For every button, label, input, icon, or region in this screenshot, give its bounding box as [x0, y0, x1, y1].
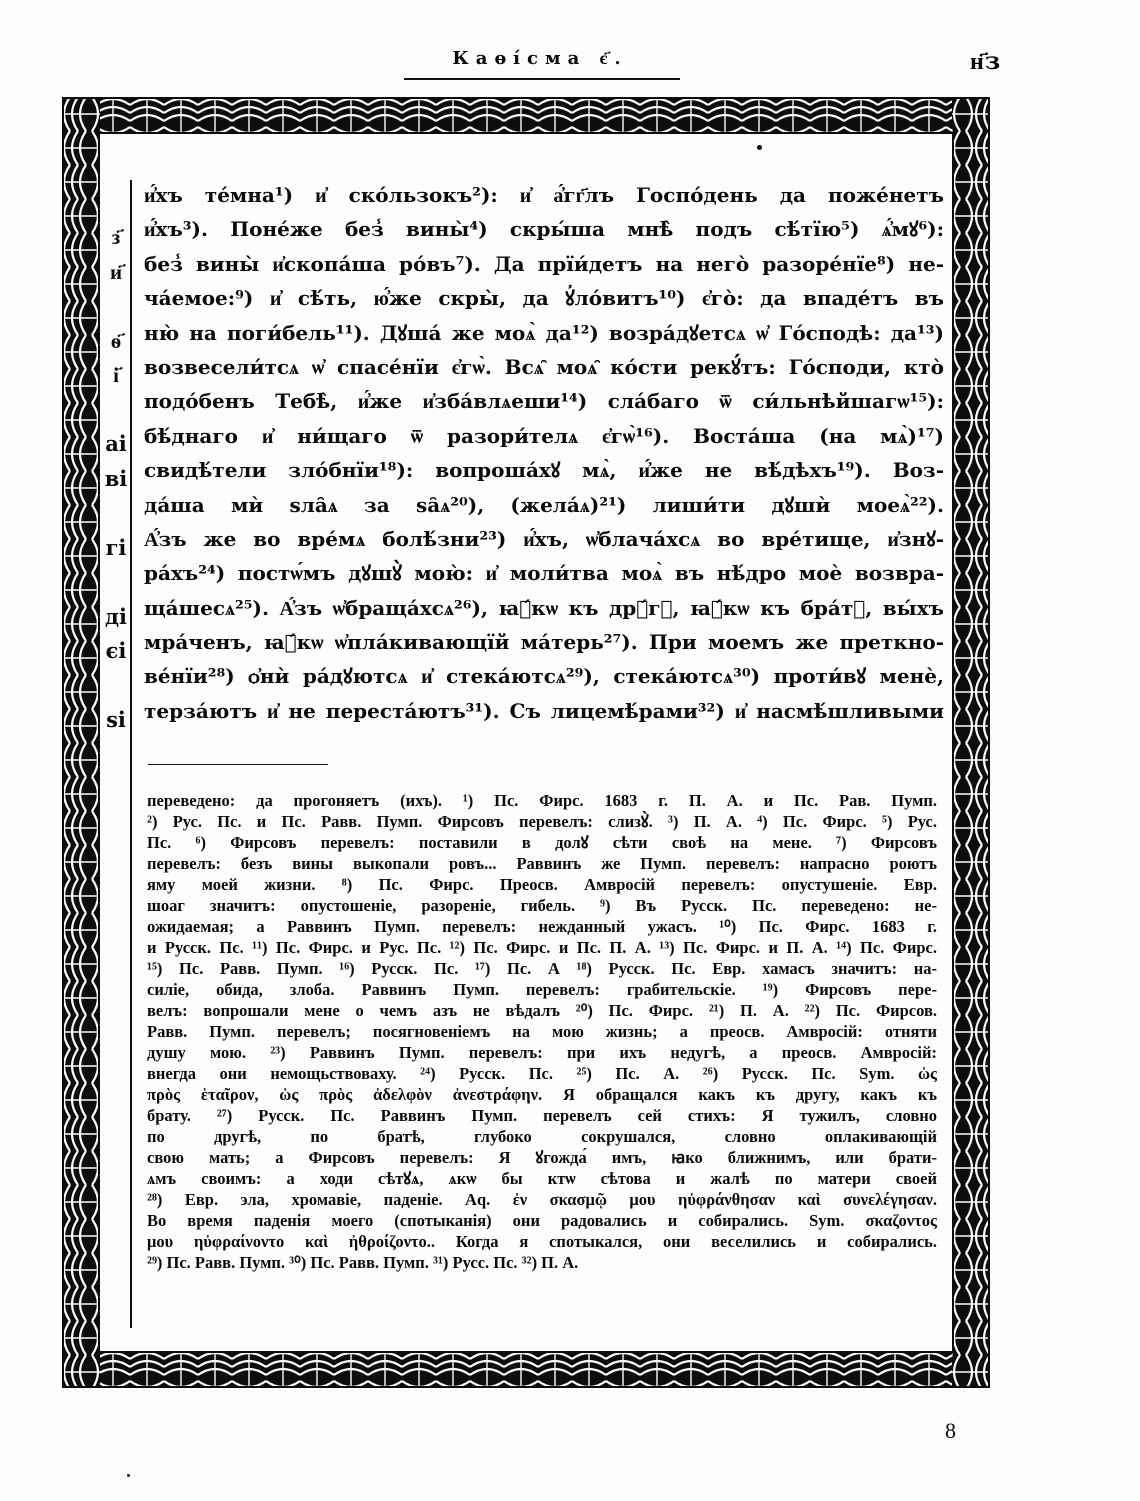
- footnote-line: брату. ²⁷) Русск. Пс. Раввинъ Пумп. перевелъ сей стихъ: Я тужилъ, словно: [147, 1106, 937, 1125]
- verse-number: ді: [105, 604, 127, 629]
- verse-number: гі: [105, 535, 127, 560]
- footnote-line: велъ: вопрошали мене о чемъ азъ не вѣдалъ ²⁰) Пс. Фирс. ²¹) П. А. ²²) Пс. Фирсов.: [147, 1001, 937, 1020]
- text-line: ню̀ на поги́бель¹¹). Дꙋша́ же моѧ̀ да¹²) возра́дꙋетсѧ ѡ҆ Го́сподѣ: да¹³): [144, 320, 944, 345]
- text-line: и҆́хъ³). Поне́же без̾ вины̀⁴) скры́ша мнѣ̀ подъ сѣ́тїю⁵) ѧ҆́мꙋ⁶):: [144, 217, 944, 242]
- footnote-line: ²⁹) Пс. Равв. Пумп. ³⁰) Пс. Равв. Пумп. ³¹) Русс. Пс. ³²) П. А.: [147, 1253, 579, 1272]
- footnote-line: ²) Рус. Пс. и Пс. Равв. Пумп. Фирсовъ перевелъ: слизꙋ̀. ³) П. А. ⁴) Пс. Фирс. ⁵) Рус.: [147, 812, 937, 831]
- page-number: 8: [945, 1418, 956, 1443]
- text-line: ча́емое:⁹) и҆ сѣ́ть, ю҆́же скры̀, да ꙋ҆ло́витъ¹⁰) є҆го̀: да впаде́тъ въ: [144, 286, 944, 311]
- psalm-text: [144, 178, 944, 728]
- footnote-line: и Русск. Пс. ¹¹) Пс. Фирс. и Рус. Пс. ¹²) Пс. Фирс. и Пс. П. А. ¹³) Пс. Фирс. и П. А. ¹⁴) Пс. Фирс.: [147, 938, 937, 957]
- text-line: терза́ютъ и҆ не переста́ютъ³¹). Съ лицемѣ́рами³²) и҆ насмѣ́шливыми: [144, 698, 944, 723]
- text-line: без̾ вины̀ и҆скопа́ша ро́въ⁷). Да прїи́детъ на него̀ разоре́нїе⁸) не-: [144, 251, 944, 276]
- verse-number: ѕі: [106, 707, 126, 732]
- text-line: ве́нїи²⁸) ѻ҆нѝ ра́дꙋютсѧ и҆ стека́ютсѧ²⁹), стека́ютсѧ³⁰) проти́вꙋ менѐ,: [144, 664, 944, 689]
- verse-number: з҃: [111, 224, 121, 249]
- footnote-line: ѧмъ своимъ: а ходи сѣтꙋѧ, ѧкѡ бы ктѡ сѣтова и жалѣ по матери своей: [147, 1169, 937, 1188]
- text-line: свидѣ́тели зло́бнїи¹⁸): вопроша́хꙋ мѧ̀, и҆́же не вѣ́дѣхъ¹⁹). Воз-: [144, 458, 944, 483]
- verse-number: ѳ҃: [110, 328, 122, 353]
- verse-number: ві: [104, 466, 128, 491]
- footnote-line: μου ηὐφραίνοντο καὶ ἠθροίζοντο.. Когда я спотыкался, они веселились и собирались.: [147, 1232, 937, 1251]
- footnote-line: силіе, обида, злоба. Раввинъ Пумп. перевелъ: грабительскіе. ¹⁹) Фирсовъ пере-: [147, 980, 937, 999]
- text-line: возвесели́тсѧ ѡ҆ спасе́нїи є҆гѡ̀. Всѧ̑ моѧ̑ ко́сти рекꙋ́тъ: Го́споди, кто̀: [144, 354, 944, 379]
- footnote-line: душу мою. ²³) Раввинъ Пумп. перевелъ: при ихъ недугѣ, а преосв. Амвросій:: [147, 1043, 937, 1062]
- text-line: ра́хъ²⁴) постѡ́мъ дꙋшꙋ̀ мою̀: и҆ моли́тва моѧ̀ въ нѣ́дро моѐ возвра-: [144, 561, 944, 586]
- text-line: подо́бенъ Тебѣ̀, и҆́же и҆зба́влѧеши¹⁴) сла́баго ѿ си́льнѣйшагѡ¹⁵):: [144, 389, 944, 414]
- footnote-line: свою мать; а Фирсовъ перевелъ: Я ꙋгожда́ имъ, ꙗко ближнимъ, или брати-: [147, 1148, 937, 1167]
- folio-number: н҃з: [970, 46, 1002, 75]
- footnote-line: по другѣ, по братѣ, глубоко сокрушался, словно оплакивающій: [147, 1127, 937, 1146]
- text-line: А҆́зъ же во вре́мѧ болѣ́зни²³) и҆́хъ, ѡ҆блача́хсѧ во вре́тище, и҆знꙋ-: [144, 526, 944, 551]
- footnote-line: Во время паденія моего (спотыканія) они радовались и собирались. Sym. σκαζοντος: [147, 1211, 937, 1230]
- footnote-line: ожидаемая; а Раввинъ Пумп. перевелъ: нежданный ужасъ. ¹⁰) Пс. Фирс. 1683 г.: [147, 917, 937, 936]
- text-line: да́ша мѝ ѕла̑ѧ за ѕа̑ѧ²⁰), (жела́ѧ)²¹) лиши́ти дꙋшѝ моеѧ̀²²).: [144, 492, 944, 517]
- footnotes: [147, 790, 937, 1273]
- footnote-line: ²⁸) Евр. эла, хромавіе, паденіе. Aq. ἐν σκασμῷ μου ηὐφράνθησαν καὶ συνελέγησαν.: [147, 1190, 937, 1209]
- footnote-line: Равв. Пумп. перевелъ; посягновеніемъ на мою жизнь; а преосв. Амвросій: отняти: [147, 1022, 937, 1041]
- footnote-line: Пс. ⁶) Фирсовъ перевелъ: поставили в долꙋ сѣти своѣ на мене. ⁷) Фирсовъ: [147, 833, 937, 852]
- text-line: ща́шесѧ²⁵). А҆́зъ ѡ҆браща́хсѧ²⁶), ꙗ҆́кѡ къ дрꙋ́гꙋ, ꙗ҆́кѡ къ бра́тꙋ, вы́хъ: [144, 595, 944, 620]
- inner-vertical-rule: [130, 180, 132, 1328]
- verse-number: и҃: [109, 259, 123, 284]
- running-head: Каѳі́сма є҃.: [452, 48, 628, 69]
- verse-number: єі: [105, 638, 127, 663]
- text-line: бѣ́днаго и҆ ни́щаго ѿ разори́телѧ є҆гѡ̀¹⁶). Воста́ша (на мѧ̀)¹⁷): [144, 423, 944, 448]
- footnote-line: переведено: да прогоняетъ (ихъ). ¹) Пс. Фирс. 1683 г. П. А. и Пс. Рав. Пумп.: [147, 791, 937, 810]
- text-line: мра́ченъ, ꙗ҆́кѡ ѡ҆пла́кивающїй ма́терь²⁷). При моемъ же преткно-: [144, 630, 944, 655]
- footnote-line: ¹⁵) Пс. Равв. Пумп. ¹⁶) Русск. Пс. ¹⁷) Пс. А ¹⁸) Русск. Пс. Евр. хамасъ значитъ: на-: [147, 959, 937, 978]
- verse-number: і҃: [113, 362, 119, 387]
- footnote-line: внегда они немощьствоваху. ²⁴) Русск. Пс. ²⁵) Пс. А. ²⁶) Русск. Пс. Sym. ὡς: [147, 1064, 937, 1083]
- ink-speck: [757, 145, 762, 150]
- running-head-rule: [404, 78, 680, 80]
- footnote-line: яму моей жизни. ⁸) Пс. Фирс. Преосв. Амвросій перевелъ: опустушеніе. Евр.: [147, 875, 937, 894]
- footnote-line: перевелъ: безъ вины выкопали ровъ... Раввинъ же Пумп. перевелъ: напрасно роютъ: [147, 854, 937, 873]
- text-line: и҆́хъ те́мна¹) и҆ ско́льзокъ²): и҆ а҆́гг҃лъ Госпо́день да поже́нетъ: [144, 183, 944, 207]
- ink-speck: [127, 1474, 130, 1477]
- footnote-separator: [148, 764, 328, 765]
- verse-number: аі: [105, 431, 127, 456]
- footnote-line: шоаг значитъ: опустошеніе, разореніе, гибель. ⁹) Въ Русск. Пс. переведено: не-: [147, 896, 937, 915]
- footnote-line: πρὸς ἑταῖρον, ὡς πρὸς ἀδελφὸν ἀνεστράφην. Я обращался какъ къ другу, какъ къ: [147, 1085, 937, 1104]
